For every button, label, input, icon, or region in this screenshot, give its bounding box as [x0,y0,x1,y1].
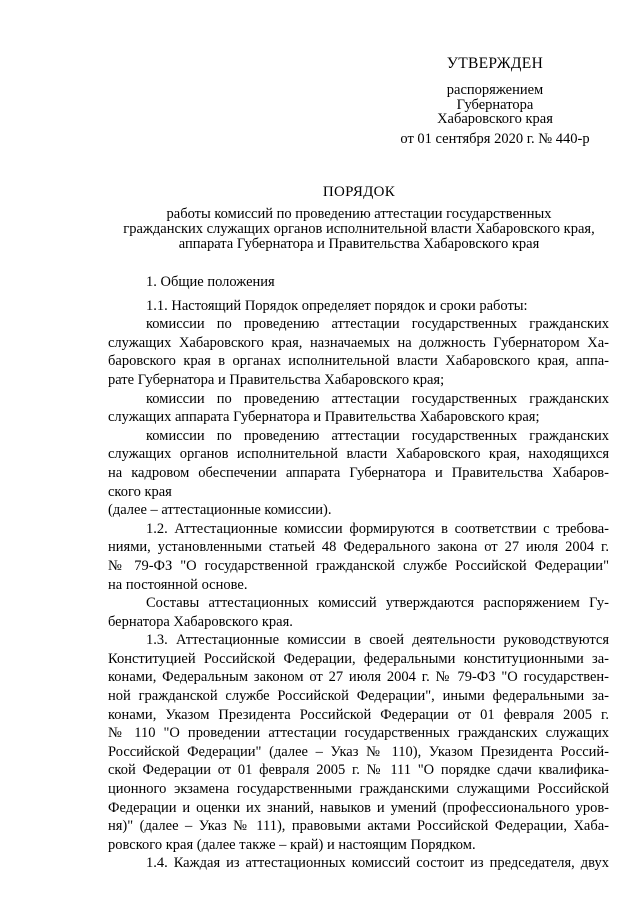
approval-date: от 01 сентября 2020 г. № 440-р [400,130,590,147]
text-line: бернатора Хабаровского края. [108,613,293,630]
subtitle-line: аппарата Губернатора и Правительства Хабаровского края [178,236,540,252]
paragraph-1-1-d: (далее – аттестационные комиссии). [108,502,332,519]
text-line: служащих Хабаровского края, назначаемых на должность Губернатором Ха- [108,334,609,351]
approval-line: распоряжением [446,82,544,98]
text-line: конами, Федеральным законом от 27 июля 2004 г. № 79-ФЗ "О государствен- [108,669,609,686]
paragraph-1-1-c [108,427,609,501]
paragraph-1-1-b [108,390,609,427]
section-heading: 1. Общие положения [146,274,275,290]
text-line: баровского края в органах исполнительной власти Хабаровского края, аппа- [108,353,609,370]
approval-line: Губернатора [456,96,534,113]
text-line: Российской Федерации" (далее – Указ № 110), Указом Президента Россий- [108,743,609,760]
paragraph-1-1: 1.1. Настоящий Порядок определяет порядок и сроки работы: [146,297,528,314]
paragraph-1-1-a [108,315,609,389]
text-line: ровского края (далее также – край) и настоящим Порядком. [108,836,476,853]
text-line: комиссии по проведению аттестации государственных гражданских [146,427,609,444]
text-line: ниями, установленными статьей 48 Федерального закона от 27 июля 2004 г. [108,539,609,556]
approval-title: УТВЕРЖДЕН [446,55,544,72]
text-line: конами, Указом Президента Российской Федерации от 01 февраля 2005 г. [108,706,609,723]
paragraph-1-4: 1.4. Каждая из аттестационных комиссий состоит из председателя, двух [146,855,609,872]
text-line: ского края [108,483,172,500]
text-line: ня)" (далее – Указ № 111), правовыми актами Российской Федерации, Хаба- [108,818,609,835]
text-line: комиссии по проведению аттестации государственных гражданских [146,390,609,407]
approval-stamp [380,54,610,147]
text-line: Конституцией Российской Федерации, федеральными конституционными за- [108,650,609,667]
text-line: ской Федерации от 01 февраля 2005 г. № 111 "О порядке сдачи квалифика- [108,762,609,779]
text-line: ционного экзамена государственными гражданскими служащими Российской [108,781,609,798]
document-title: ПОРЯДОК [322,184,396,200]
subtitle-line: гражданских служащих органов исполнительной власти Хабаровского края, [123,221,595,237]
text-line: № 79-ФЗ "О государственной гражданской службе Российской Федерации" [108,557,609,574]
approval-line: Хабаровского края [437,111,553,127]
text-line: служащих аппарата Губернатора и Правительства Хабаровского края; [108,409,540,426]
text-line: Федерации и оценки их знаний, навыков и умений (профессионального уров- [108,799,609,816]
paragraph-1-3 [108,631,609,854]
paragraph-1-2-b [108,594,609,631]
text-line: рате Губернатора и Правительства Хабаровского края; [108,371,445,388]
subtitle-line: работы комиссий по проведению аттестации государственных [166,206,552,222]
text-line: 1.2. Аттестационные комиссии формируются в соответствии с требова- [146,520,609,537]
document-subtitle [0,207,640,252]
text-line: служащих органов исполнительной власти Хабаровского края, находящихся [108,446,609,463]
text-line: комиссии по проведению аттестации государственных гражданских [146,316,609,333]
text-line: Составы аттестационных комиссий утверждаются распоряжением Гу- [146,595,609,612]
text-line: № 110 "О проведении аттестации государственных гражданских служащих [108,725,609,742]
text-line: на кадровом обеспечении аппарата Губернатора и Правительства Хабаров- [108,464,609,481]
text-line: 1.3. Аттестационные комиссии в своей деятельности руководствуются [146,632,609,649]
document-body [108,273,609,873]
paragraph-1-2 [108,520,609,594]
text-line: на постоянной основе. [108,576,248,593]
text-line: ной гражданской службе Российской Федерации", иными федеральными за- [108,688,609,705]
